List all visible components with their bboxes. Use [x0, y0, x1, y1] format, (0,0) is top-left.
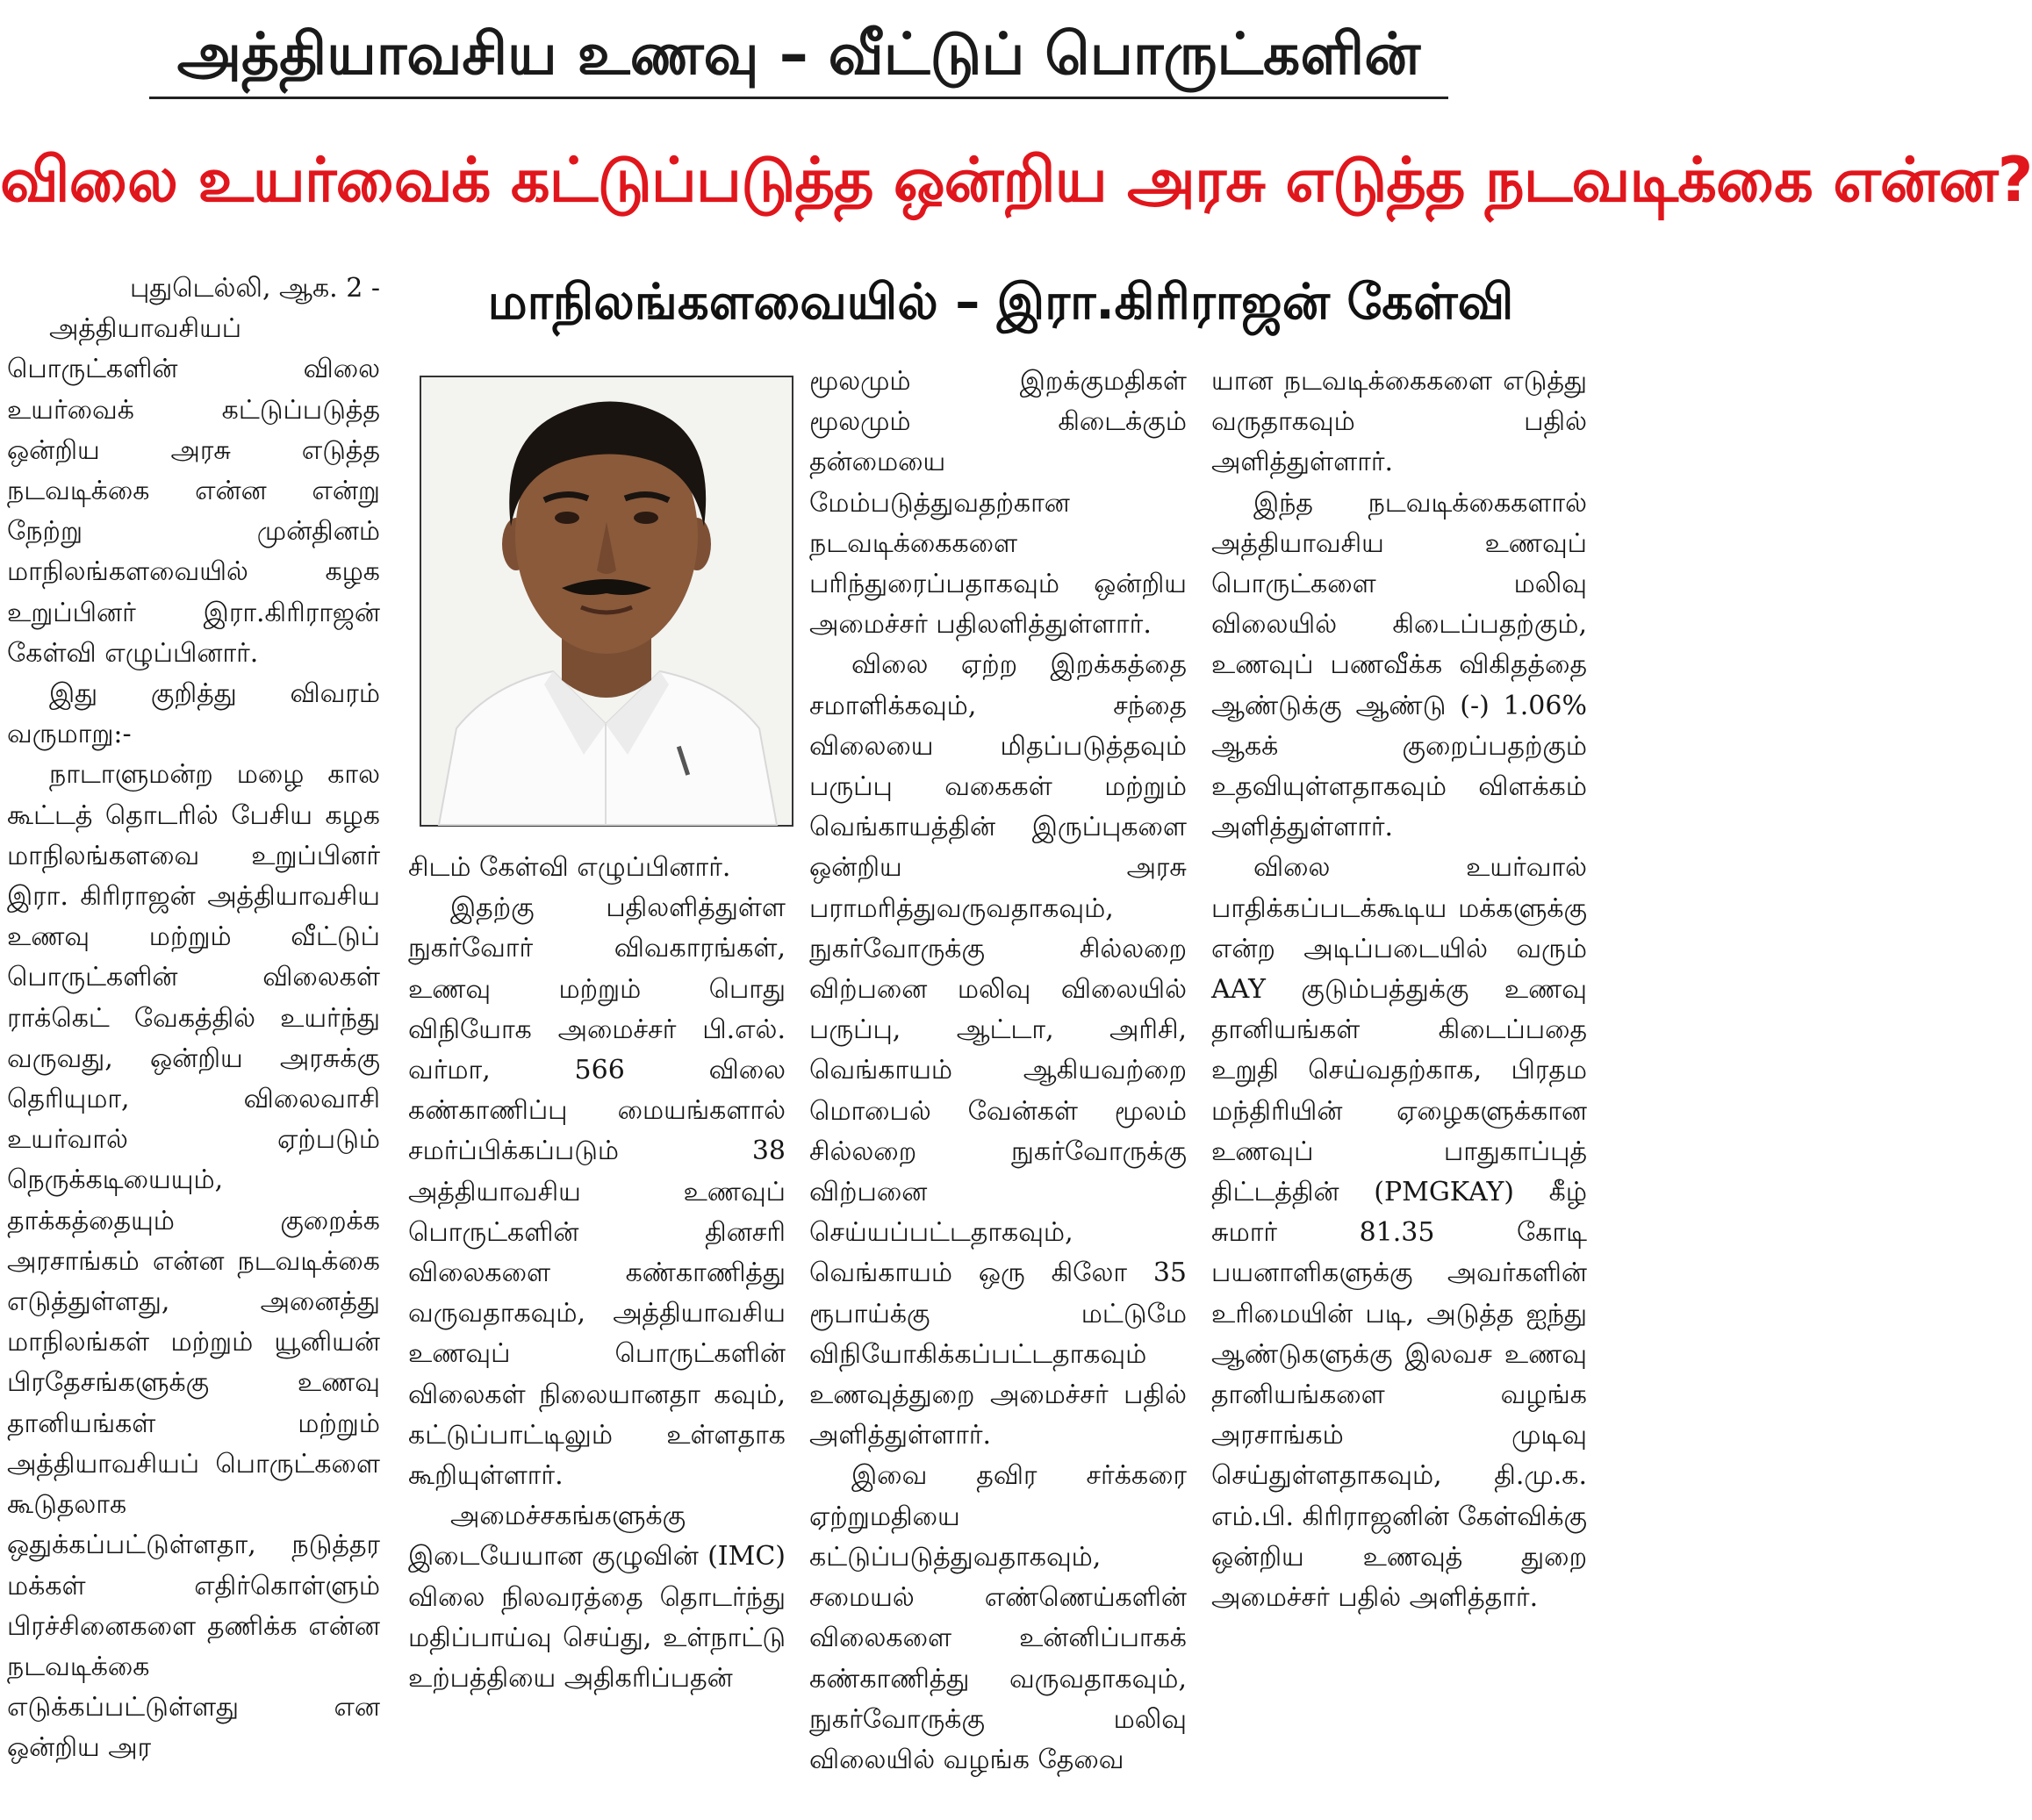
article-column-1	[7, 269, 380, 1816]
article-column-3	[809, 362, 1187, 1816]
dateline: புதுடெல்லி, ஆக. 2 -	[129, 273, 380, 304]
paragraph: அத்தியாவசியப் பொருட்களின் விலை உயர்வைக் கட்டுப்படுத்த ஒன்றிய அரசு எடுத்த நடவடிக்கை என்ன என்று நேற்று முன்தினம் மாநிலங்களவையில் கழக உறுப்பினர் இரா.கிரிராஜன் கேள்வி எழுப்பினார்.	[7, 313, 380, 669]
paragraph: சிடம் கேள்வி எழுப்பினார்.	[408, 852, 731, 883]
article-headline: விலை உயர்வைக் கட்டுப்படுத்த ஒன்றிய அரசு எடுத்த நடவடிக்கை என்ன?	[0, 144, 2032, 216]
paragraph: விலை உயர்வால் பாதிக்கப்படக்கூடிய மக்களுக்கு என்ற அடிப்படையில் வரும் AAY குடும்பத்துக்கு உணவு தானியங்கள் கிடைப்பதை உறுதி செய்வதற்காக, பிரதம மந்திரியின் ஏழைகளுக்கான உணவுப் பாதுகாப்புத் திட்டத்தின் (PMGKAY) கீழ் சுமார் 81.35 கோடி பயனாளிகளுக்கு அவர்களின் உரிமையின் படி, அடுத்த ஐந்து ஆண்டுகளுக்கு இலவச உணவு தானியங்களை வழங்க அரசாங்கம் முடிவு செய்துள்ளதாகவும், தி.மு.க. எம்.பி. கிரிராஜனின் கேள்விக்கு ஒன்றிய உணவுத் துறை அமைச்சர் பதில் அளித்தார்.	[1211, 852, 1587, 1614]
portrait-photo	[420, 376, 793, 827]
paragraph: இதற்கு பதிலளித்துள்ள நுகர்வோர் விவகாரங்கள், உணவு மற்றும் பொது விநியோக அமைச்சர் பி.எல். வர்மா, 566 விலை கண்காணிப்பு மையங்களால் சமர்ப்பிக்கப்படும் 38 அத்தியாவசிய உணவுப் பொருட்களின் தினசரி விலைகளை கண்காணித்து வருவதாகவும், அத்தியாவசிய உணவுப் பொருட்களின் விலைகள் நிலையானதா கவும், கட்டுப்பாட்டிலும் உள்ளதாக கூறியுள்ளார்.	[408, 892, 786, 1492]
article-subhead: மாநிலங்களவையில் – இரா.கிரிராஜன் கேள்வி	[487, 274, 1514, 331]
paragraph: இவை தவிர சர்க்கரை ஏற்றுமதியை கட்டுப்படுத்துவதாகவும், சமையல் எண்ணெய்களின் விலைகளை உன்னிப்பாகக் கண்காணித்து வருவதாகவும், நுகர்வோருக்கு மலிவு விலையில் வழங்க தேவை	[809, 1460, 1187, 1775]
paragraph: அமைச்சகங்களுக்கு இடையேயான குழுவின் (IMC) விலை நிலவரத்தை தொடர்ந்து மதிப்பாய்வு செய்து, உள்நாட்டு உற்பத்தியை அதிகரிப்பதன்	[408, 1501, 786, 1695]
article-column-2	[408, 848, 786, 1816]
article-column-4	[1211, 362, 1587, 1816]
paragraph: விலை ஏற்ற இறக்கத்தை சமாளிக்கவும், சந்தை விலையை மிதப்படுத்தவும் பருப்பு வகைகள் மற்றும் வெங்காயத்தின் இருப்புகளை ஒன்றிய அரசு பராமரித்துவருவதாகவும், நுகர்வோருக்கு சில்லறை விற்பனை மலிவு விலையில் பருப்பு, ஆட்டா, அரிசி, வெங்காயம் ஆகியவற்றை மொபைல் வேன்கள் மூலம் சில்லறை நுகர்வோருக்கு விற்பனை செய்யப்பட்டதாகவும், வெங்காயம் ஒரு கிலோ 35 ரூபாய்க்கு மட்டுமே விநியோகிக்கப்பட்டதாகவும் உணவுத்துறை அமைச்சர் பதில் அளித்துள்ளார்.	[809, 649, 1187, 1451]
article-kicker: அத்தியாவசிய உணவு – வீட்டுப் பொருட்களின்	[149, 12, 1448, 99]
paragraph: மூலமும் இறக்குமதிகள் மூலமும் கிடைக்கும் தன்மையை மேம்படுத்துவதற்கான நடவடிக்கைகளை பரிந்துரைப்பதாகவும் ஒன்றிய அமைச்சர் பதிலளித்துள்ளார்.	[809, 366, 1187, 641]
paragraph: நாடாளுமன்ற மழை கால கூட்டத் தொடரில் பேசிய கழக மாநிலங்களவை உறுப்பினர் இரா. கிரிராஜன் அத்தியாவசிய உணவு மற்றும் வீட்டுப் பொருட்களின் விலைகள் ராக்கெட் வேகத்தில் உயர்ந்து வருவது, ஒன்றிய அரசுக்கு தெரியுமா, விலைவாசி உயர்வால் ஏற்படும் நெருக்கடியையும், தாக்கத்தையும் குறைக்க அரசாங்கம் என்ன நடவடிக்கை எடுத்துள்ளது, அனைத்து மாநிலங்கள் மற்றும் யூனியன் பிரதேசங்களுக்கு உணவு தானியங்கள் மற்றும் அத்தியாவசியப் பொருட்களை கூடுதலாக ஒதுக்கப்பட்டுள்ளதா, நடுத்தர மக்கள் எதிர்கொள்ளும் பிரச்சினைகளை தணிக்க என்ன நடவடிக்கை எடுக்கப்பட்டுள்ளது என ஒன்றிய அர	[7, 759, 380, 1764]
paragraph: இது குறித்து விவரம் வருமாறு:-	[7, 678, 380, 750]
paragraph: யான நடவடிக்கைகளை எடுத்து வருதாகவும் பதில் அளித்துள்ளார்.	[1211, 366, 1587, 478]
paragraph: இந்த நடவடிக்கைகளால் அத்தியாவசிய உணவுப் பொருட்களை மலிவு விலையில் கிடைப்பதற்கும், உணவுப் பணவீக்க விகிதத்தை ஆண்டுக்கு ஆண்டு (-) 1.06% ஆகக் குறைப்பதற்கும் உதவியுள்ளதாகவும் விளக்கம் அளித்துள்ளார்.	[1211, 487, 1587, 843]
portrait-photo-icon	[421, 377, 792, 825]
